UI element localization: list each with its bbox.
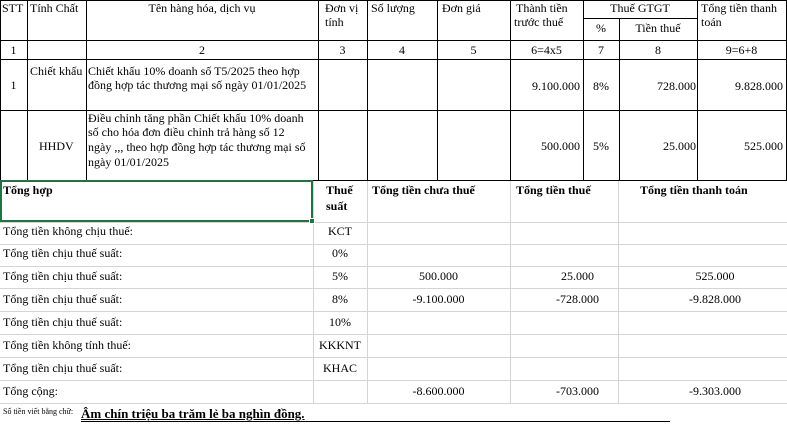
summary-row-label: Tổng tiền chịu thuế suất: [3, 292, 123, 306]
summary-row-rate: 10% [329, 315, 351, 329]
total-chua-thue: -8.600.000 [412, 384, 465, 398]
summary-tong-chua-thue: Tổng tiền chưa thuế [372, 183, 475, 197]
summary-row-rate: KCT [328, 224, 352, 238]
summary-row-label: Tổng tiền không chịu thuế: [3, 224, 133, 238]
header-don-vi-line1: Đơn vị [325, 1, 359, 15]
summary-row-thanh-toan: 525.000 [695, 269, 735, 283]
header-thanh-tien-line1: Thành tiền [516, 1, 568, 15]
header-tong-tien-line1: Tổng tiền thanh [701, 1, 777, 15]
col-number: 6=4x5 [531, 43, 562, 57]
total-thue: -703.000 [556, 384, 599, 398]
summary-row-chua-thue: -9.100.000 [412, 292, 465, 306]
summary-row-label: Tổng tiền chịu thuế suất: [3, 246, 123, 260]
summary-row-label: Tổng tiền không tính thuế: [3, 338, 131, 352]
item-desc-line: Điều chỉnh tăng phần Chiết khấu 10% doanh [88, 111, 304, 125]
item-pct: 8% [593, 79, 609, 93]
header-tien-thue: Tiền thuế [635, 21, 681, 35]
col-number: 5 [470, 43, 477, 57]
total-label: Tổng cộng: [3, 384, 58, 398]
header-tinh-chat: Tính Chất [30, 1, 79, 15]
header-tong-tien-line2: toán [701, 15, 722, 29]
summary-row-thue: 25.000 [561, 269, 594, 283]
item-desc-line: số cho hóa đơn điều chỉnh trả hàng số 12 [88, 125, 285, 139]
summary-row-rate: 5% [332, 269, 348, 283]
col-number: 3 [339, 43, 346, 57]
col-number: 8 [655, 43, 661, 57]
summary-row-label: Tổng tiền chịu thuế suất: [3, 361, 123, 375]
summary-row-label: Tổng tiền chịu thuế suất: [3, 315, 123, 329]
header-thanh-tien-line2: trước thuế [514, 15, 564, 29]
item-desc-line: đồng hợp tác thương mại số ngày 01/01/2025 [88, 78, 307, 92]
item-tinh-chat: Chiết khấu [30, 64, 83, 78]
summary-row-label: Tổng tiền chịu thuế suất: [3, 269, 123, 283]
item-tinh-chat: HHDV [39, 139, 74, 153]
item-desc-line: ngày ,,, theo hợp đồng hợp tác thương mại số [88, 140, 306, 154]
header-so-luong: Số lượng [371, 1, 415, 15]
summary-row-thue: -728.000 [556, 292, 599, 306]
item-tien-thue: 25.000 [663, 139, 696, 153]
item-tong: 525.000 [744, 139, 783, 153]
summary-tong-thanh-toan: Tổng tiền thanh toán [640, 183, 748, 197]
header-don-gia: Đơn giá [442, 1, 481, 15]
summary-thue-suat-line2: suất [326, 199, 348, 213]
summary-row-thanh-toan: -9.828.000 [689, 292, 741, 306]
header-don-vi-line2: tính [325, 15, 344, 29]
col-number: 7 [598, 43, 604, 57]
col-number: 1 [10, 43, 17, 57]
item-stt: 1 [10, 78, 17, 92]
item-thanh-tien: 500.000 [541, 139, 580, 153]
summary-tong-hop[interactable]: Tổng hợp [3, 183, 53, 197]
item-tien-thue: 728.000 [657, 79, 696, 93]
total-thanh-toan: -9.303.000 [689, 384, 741, 398]
col-number: 4 [399, 43, 405, 57]
words-value: Âm chín triệu ba trăm lẻ ba nghìn đồng. [81, 406, 305, 421]
item-thanh-tien: 9.100.000 [532, 79, 580, 93]
item-desc-line: ngày 01/01/2025 [88, 155, 169, 169]
summary-tong-thue: Tổng tiền thuế [516, 183, 591, 197]
header-ten-hang: Tên hàng hóa, dịch vụ [148, 1, 256, 15]
item-desc-line: Chiết khấu 10% doanh số T5/2025 theo hợp [88, 64, 300, 78]
item-tong: 9.828.000 [735, 79, 783, 93]
summary-row-rate: 8% [332, 292, 348, 306]
words-label: Số tiền viết bằng chữ: [3, 407, 74, 416]
summary-row-rate: 0% [332, 246, 348, 260]
header-thue-gtgt: Thuế GTGT [610, 1, 670, 15]
header-pct: % [596, 21, 606, 35]
summary-row-chua-thue: 500.000 [419, 269, 458, 283]
words-underline [81, 421, 670, 422]
summary-thue-suat-line1: Thuế [326, 183, 353, 197]
summary-row-rate: KKKNT [319, 338, 361, 352]
col-number: 9=6+8 [725, 43, 758, 57]
header-stt: STT [2, 1, 24, 15]
item-pct: 5% [593, 139, 609, 153]
col-number: 2 [199, 43, 205, 57]
summary-row-rate: KHAC [322, 361, 357, 375]
